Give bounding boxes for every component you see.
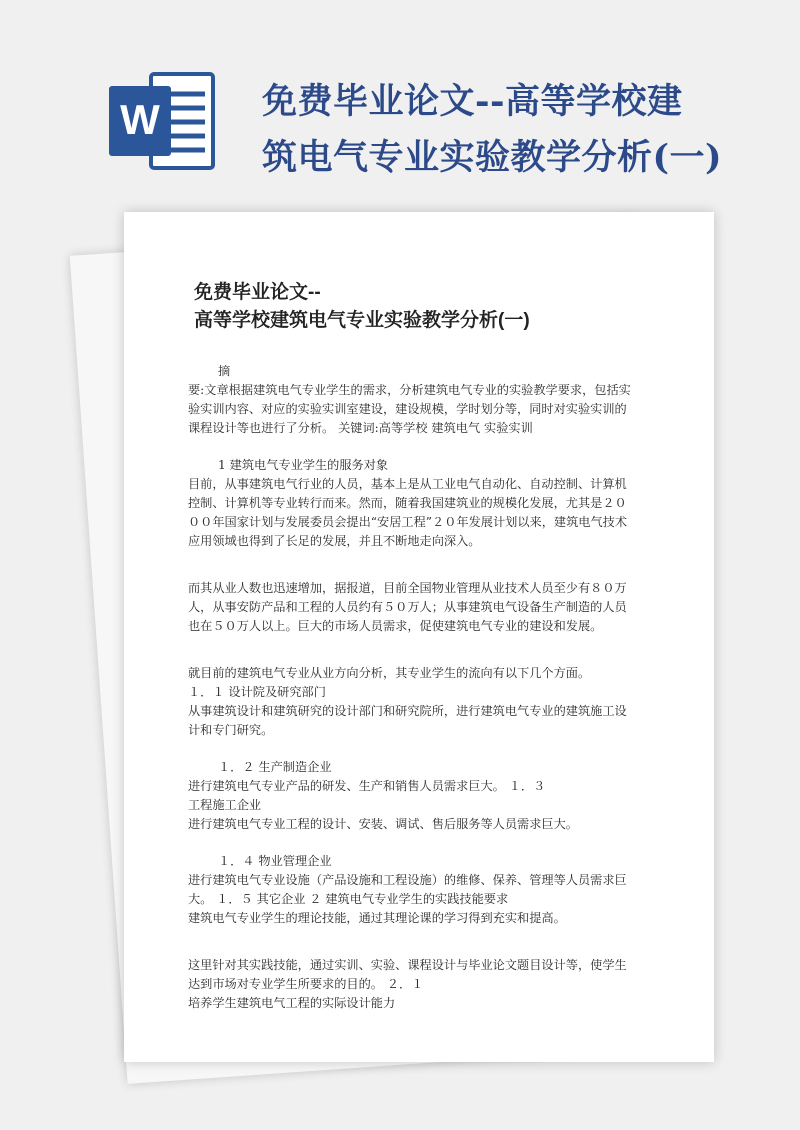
document-heading-line-2: 高等学校建筑电气专业实验教学分析(一) bbox=[194, 310, 530, 331]
paragraph: 就目前的建筑电气专业从业方向分析，其专业学生的流向有以下几个方面。 bbox=[188, 666, 591, 680]
paragraph: 进行建筑电气专业产品的研发、生产和销售人员需求巨大。 １．３ bbox=[188, 779, 546, 793]
paragraph: 建筑电气专业学生的理论技能，通过其理论课的学习得到充实和提高。 bbox=[188, 911, 566, 925]
title-line-1: 免费毕业论文--高等学校建 bbox=[262, 81, 683, 122]
page-title bbox=[262, 74, 782, 186]
abstract-label: 摘 bbox=[218, 364, 231, 378]
section-heading: 1 建筑电气专业学生的服务对象 bbox=[218, 458, 389, 472]
section-heading: １．１ 设计院及研究部门 bbox=[188, 685, 326, 699]
paragraph: 进行建筑电气专业设施（产品设施和工程设施）的维修、保养、管理等人员需求巨大。 １．５ 其它企业 ２ 建筑电气专业学生的实践技能要求 bbox=[188, 873, 627, 906]
abstract-text: 要:文章根据建筑电气专业学生的需求，分析建筑电气专业的实验教学要求，包括实验实训内容、对应的实验实训室建设，建设规模，学时划分等，同时对实验实训的课程设计等也进行了分析。 关键词:高等学校 建筑电气 实验实训 bbox=[188, 383, 631, 435]
paragraph: 从事建筑设计和建筑研究的设计部门和研究院所，进行建筑电气专业的建筑施工设计和专门研究。 bbox=[188, 704, 627, 737]
paragraph: 培养学生建筑电气工程的实际设计能力 bbox=[188, 996, 396, 1010]
section-heading: 工程施工企业 bbox=[188, 798, 262, 812]
title-line-2: 筑电气专业实验教学分析(一) bbox=[262, 137, 723, 178]
document-heading bbox=[194, 279, 674, 335]
document-heading-line-1: 免费毕业论文-- bbox=[194, 282, 321, 303]
word-document-icon bbox=[107, 66, 217, 176]
word-icon-letter: W bbox=[120, 96, 160, 143]
document-page bbox=[124, 212, 714, 1062]
paragraph: 目前，从事建筑电气行业的人员，基本上是从工业电气自动化、自动控制、计算机控制、计算机等专业转行而来。然而，随着我国建筑业的规模化发展，尤其是２０００年国家计划与发展委员会提出“安居工程”２０年发展计划以来，建筑电气技术应用领域也得到了长足的发展，并且不断地走向深入。 bbox=[188, 477, 628, 548]
document-body bbox=[188, 362, 638, 1013]
paragraph: 而其从业人数也迅速增加，据报道，目前全国物业管理从业技术人员至少有８０万人，从事安防产品和工程的人员约有５０万人；从事建筑电气设备生产制造的人员也在５０万人以上。巨大的市场人员需求，促使建筑电气专业的建设和发展。 bbox=[188, 581, 627, 633]
section-heading: １．４ 物业管理企业 bbox=[218, 854, 332, 868]
paragraph: 进行建筑电气专业工程的设计、安装、调试、售后服务等人员需求巨大。 bbox=[188, 817, 578, 831]
section-heading: １．２ 生产制造企业 bbox=[218, 760, 332, 774]
paragraph: 这里针对其实践技能，通过实训、实验、课程设计与毕业论文题目设计等，使学生达到市场对专业学生所要求的目的。 ２．１ bbox=[188, 958, 627, 991]
